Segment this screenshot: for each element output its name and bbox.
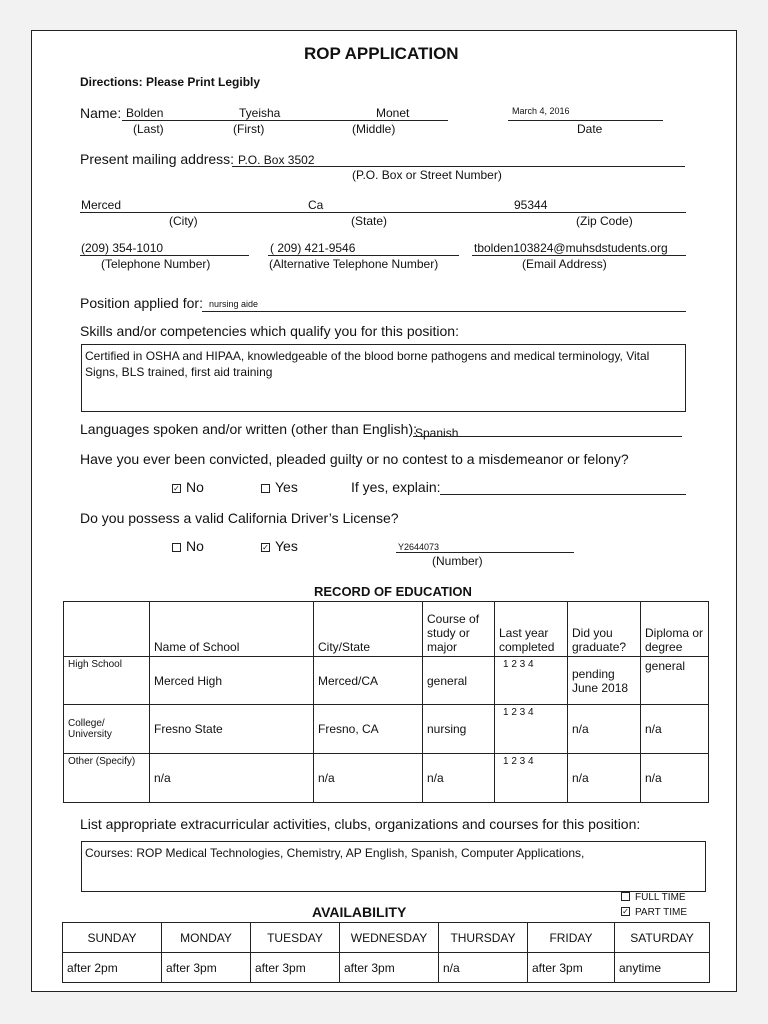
street-underline	[232, 166, 685, 167]
conviction-yes-checkbox[interactable]	[261, 484, 270, 493]
city-state-cell[interactable]: Fresno, CA	[314, 705, 423, 754]
education-header-cell: Name of School	[150, 602, 314, 657]
conviction-yes-option[interactable]	[261, 479, 298, 495]
license-yes-label: Yes	[275, 538, 298, 554]
email-underline	[472, 255, 686, 256]
conviction-no-label: No	[186, 479, 204, 495]
part-time-checkbox[interactable]	[621, 907, 630, 916]
diploma-cell[interactable]: n/a	[641, 754, 709, 803]
address-label: Present mailing address:	[80, 151, 235, 167]
education-level: College/ University	[64, 705, 150, 754]
availability-days-row	[63, 923, 710, 953]
zip-value[interactable]: 95344	[514, 198, 548, 212]
day-header: TUESDAY	[251, 923, 340, 953]
table-row	[64, 705, 709, 754]
conviction-yes-label: Yes	[275, 479, 298, 495]
availability-cell[interactable]: after 3pm	[251, 953, 340, 983]
part-time-label: PART TIME	[635, 907, 688, 918]
date-caption: Date	[577, 122, 603, 136]
alt-phone-caption: (Alternative Telephone Number)	[269, 257, 439, 271]
license-number-value[interactable]: Y2644073	[398, 542, 440, 552]
skills-label: Skills and/or competencies which qualify you for this position:	[80, 323, 459, 339]
education-table	[63, 601, 709, 803]
state-caption: (State)	[351, 214, 388, 228]
years-cell[interactable]: 1 2 3 4	[495, 705, 568, 754]
day-header: THURSDAY	[439, 923, 528, 953]
education-header-cell	[64, 602, 150, 657]
school-name-cell[interactable]: n/a	[150, 754, 314, 803]
middle-name-value[interactable]: Monet	[376, 106, 410, 120]
school-name-cell[interactable]: Fresno State	[150, 705, 314, 754]
explain-underline[interactable]	[440, 494, 686, 495]
day-header: FRIDAY	[528, 923, 615, 953]
availability-times-row	[63, 953, 710, 983]
graduate-cell[interactable]: n/a	[568, 705, 641, 754]
alt-phone-underline	[268, 255, 459, 256]
license-question: Do you possess a valid California Driver’s License?	[80, 510, 399, 526]
availability-title: AVAILABILITY	[312, 904, 407, 920]
first-name-value[interactable]: Tyeisha	[239, 106, 281, 120]
education-level: Other (Specify)	[64, 754, 150, 803]
state-value[interactable]: Ca	[308, 198, 324, 212]
city-state-cell[interactable]: n/a	[314, 754, 423, 803]
day-header: WEDNESDAY	[340, 923, 439, 953]
license-no-option[interactable]	[172, 538, 204, 554]
zip-caption: (Zip Code)	[576, 214, 633, 228]
full-time-checkbox[interactable]	[621, 892, 630, 901]
conviction-no-checkbox[interactable]	[172, 484, 181, 493]
street-caption: (P.O. Box or Street Number)	[352, 168, 502, 182]
availability-table	[62, 922, 710, 983]
phone-caption: (Telephone Number)	[101, 257, 211, 271]
languages-value[interactable]: Spanish	[415, 426, 459, 440]
extracurricular-textbox[interactable]	[81, 841, 706, 892]
explain-label: If yes, explain:	[351, 479, 441, 495]
alt-phone-value[interactable]: ( 209) 421-9546	[270, 241, 356, 255]
education-header-cell: Course of study or major	[423, 602, 495, 657]
diploma-cell[interactable]: general	[641, 657, 709, 705]
email-value[interactable]: tbolden103824@muhsdstudents.org	[474, 241, 668, 255]
availability-cell[interactable]: anytime	[615, 953, 710, 983]
license-no-label: No	[186, 538, 204, 554]
diploma-cell[interactable]: n/a	[641, 705, 709, 754]
license-yes-checkbox[interactable]	[261, 543, 270, 552]
name-underline	[122, 120, 448, 121]
availability-cell[interactable]: after 3pm	[162, 953, 251, 983]
graduate-cell[interactable]: pending June 2018	[568, 657, 641, 705]
name-label: Name:	[80, 105, 122, 121]
education-header-cell: Did you graduate?	[568, 602, 641, 657]
position-underline	[202, 311, 686, 312]
education-header-cell: Last year completed	[495, 602, 568, 657]
graduate-cell[interactable]: n/a	[568, 754, 641, 803]
license-yes-option[interactable]	[261, 538, 298, 554]
skills-value: Certified in OSHA and HIPAA, knowledgeable of the blood borne pathogens and medical terminology, Vital Signs, BLS trained, first aid training	[85, 349, 650, 379]
application-page	[31, 30, 737, 992]
day-header: MONDAY	[162, 923, 251, 953]
years-cell[interactable]: 1 2 3 4	[495, 754, 568, 803]
city-caption: (City)	[169, 214, 198, 228]
directions: Directions: Please Print Legibly	[80, 75, 261, 89]
last-name-value[interactable]: Bolden	[126, 106, 164, 120]
languages-label: Languages spoken and/or written (other than English):	[80, 421, 417, 437]
date-value[interactable]: March 4, 2016	[512, 106, 570, 116]
languages-underline	[413, 436, 682, 437]
full-time-option[interactable]	[621, 892, 686, 903]
conviction-no-option[interactable]	[172, 479, 204, 495]
education-header-cell: City/State	[314, 602, 423, 657]
education-header-cell: Diploma or degree	[641, 602, 709, 657]
form-title: ROP APPLICATION	[304, 44, 459, 63]
city-state-zip-underline	[80, 212, 686, 213]
phone-underline	[80, 255, 249, 256]
extracurricular-label: List appropriate extracurricular activities, clubs, organizations and courses for this position:	[80, 816, 641, 832]
license-number-underline	[396, 552, 574, 553]
skills-textbox[interactable]	[81, 344, 686, 412]
years-cell[interactable]: 1 2 3 4	[495, 657, 568, 705]
city-state-cell[interactable]: Merced/CA	[314, 657, 423, 705]
conviction-question: Have you ever been convicted, pleaded guilty or no contest to a misdemeanor or felony?	[80, 451, 629, 467]
availability-cell[interactable]: after 3pm	[528, 953, 615, 983]
course-cell[interactable]: general	[423, 657, 495, 705]
availability-cell[interactable]: after 2pm	[63, 953, 162, 983]
course-cell[interactable]: n/a	[423, 754, 495, 803]
availability-cell[interactable]: after 3pm	[340, 953, 439, 983]
date-underline	[508, 120, 663, 121]
education-level: High School	[64, 657, 150, 705]
position-value[interactable]: nursing aide	[209, 299, 259, 309]
part-time-option[interactable]	[621, 907, 687, 918]
education-header-row	[64, 602, 709, 657]
education-title: RECORD OF EDUCATION	[314, 584, 472, 599]
first-caption: (First)	[233, 122, 265, 136]
table-row	[64, 657, 709, 705]
street-value[interactable]: P.O. Box 3502	[238, 153, 315, 167]
last-caption: (Last)	[133, 122, 164, 136]
full-time-label: FULL TIME	[635, 892, 686, 903]
table-row	[64, 754, 709, 803]
day-header: SATURDAY	[615, 923, 710, 953]
license-number-caption: (Number)	[432, 554, 483, 568]
position-label: Position applied for:	[80, 295, 203, 311]
license-no-checkbox[interactable]	[172, 543, 181, 552]
middle-caption: (Middle)	[352, 122, 396, 136]
day-header: SUNDAY	[63, 923, 162, 953]
school-name-cell[interactable]: Merced High	[150, 657, 314, 705]
course-cell[interactable]: nursing	[423, 705, 495, 754]
extracurricular-value: Courses: ROP Medical Technologies, Chemistry, AP English, Spanish, Computer Applications,	[85, 846, 585, 860]
city-value[interactable]: Merced	[81, 198, 122, 212]
availability-cell[interactable]: n/a	[439, 953, 528, 983]
email-caption: (Email Address)	[522, 257, 607, 271]
phone-value[interactable]: (209) 354-1010	[81, 241, 164, 255]
